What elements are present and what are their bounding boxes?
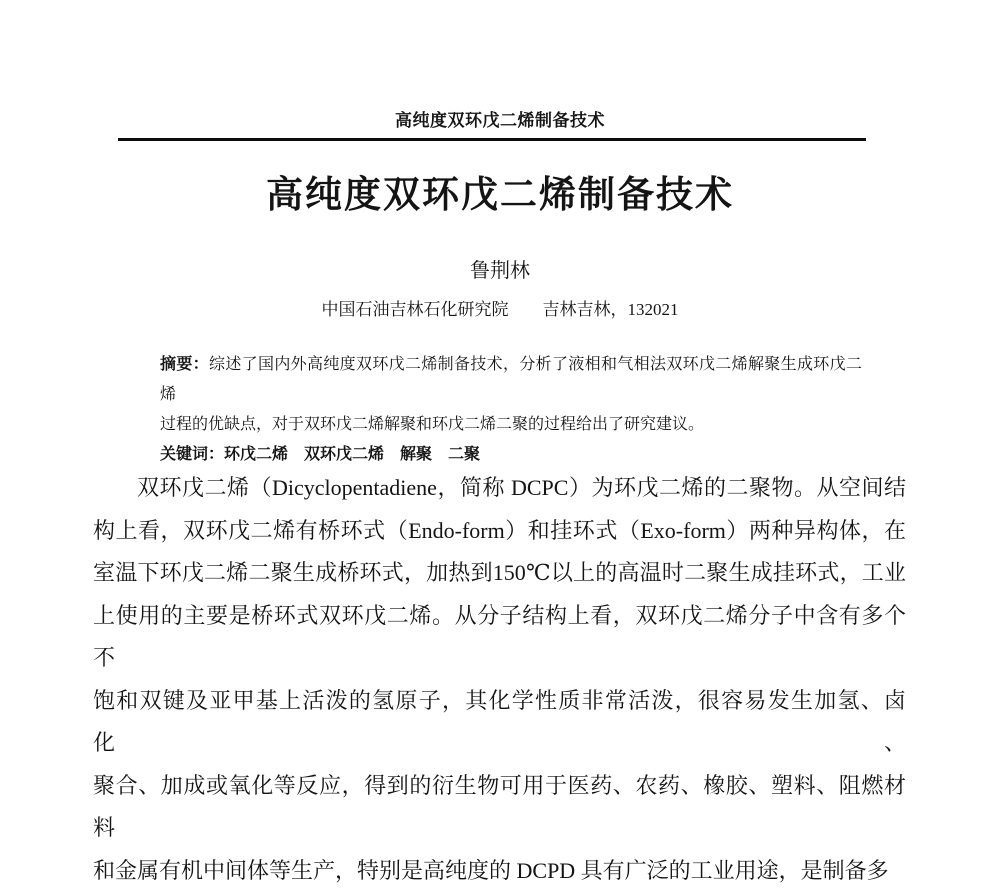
keywords-line: [160, 440, 862, 470]
page-title: 高纯度双环戊二烯制备技术: [0, 164, 1000, 218]
body-line: 双环戊二烯（Dicyclopentadiene，简称 DCPC）为环戊二烯的二聚物。从空间结: [93, 467, 906, 510]
body-line: 饱和双键及亚甲基上活泼的氢原子，其化学性质非常活泼，很容易发生加氢、卤化、: [93, 680, 906, 765]
abstract-text: 综述了国内外高纯度双环戊二烯制备技术，分析了液相和气相法双环戊二烯解聚生成环戊二烯: [160, 356, 862, 403]
running-head: 高纯度双环戊二烯制备技术: [0, 106, 1000, 131]
body-line: 和金属有机中间体等生产，特别是高纯度的 DCPD 具有广泛的工业用途，是制备多: [93, 850, 906, 892]
author-name: 鲁荆林: [0, 254, 1000, 283]
author-affiliation: 中国石油吉林石化研究院 吉林吉林，132021: [0, 295, 1000, 320]
header-rule: [118, 138, 866, 141]
body-line: 室温下环戊二烯二聚生成桥环式，加热到150℃以上的高温时二聚生成挂环式，工业: [93, 552, 906, 595]
abstract-line-2: 过程的优缺点，对于双环戊二烯解聚和环戊二烯二聚的过程给出了研究建议。: [160, 410, 862, 440]
keywords-text: 环戊二烯 双环戊二烯 解聚 二聚: [224, 446, 480, 463]
keywords-label: 关键词：: [160, 446, 224, 463]
body-line: 构上看，双环戊二烯有桥环式（Endo-form）和挂环式（Exo-form）两种异构体，在: [93, 510, 906, 553]
abstract-block: [160, 350, 862, 470]
body-paragraph: [93, 467, 906, 892]
body-line: 上使用的主要是桥环式双环戊二烯。从分子结构上看，双环戊二烯分子中含有多个不: [93, 595, 906, 680]
body-line: 聚合、加成或氧化等反应，得到的衍生物可用于医药、农药、橡胶、塑料、阻燃材料: [93, 765, 906, 850]
abstract-line-1: [160, 350, 862, 410]
abstract-label: 摘要：: [160, 356, 209, 373]
